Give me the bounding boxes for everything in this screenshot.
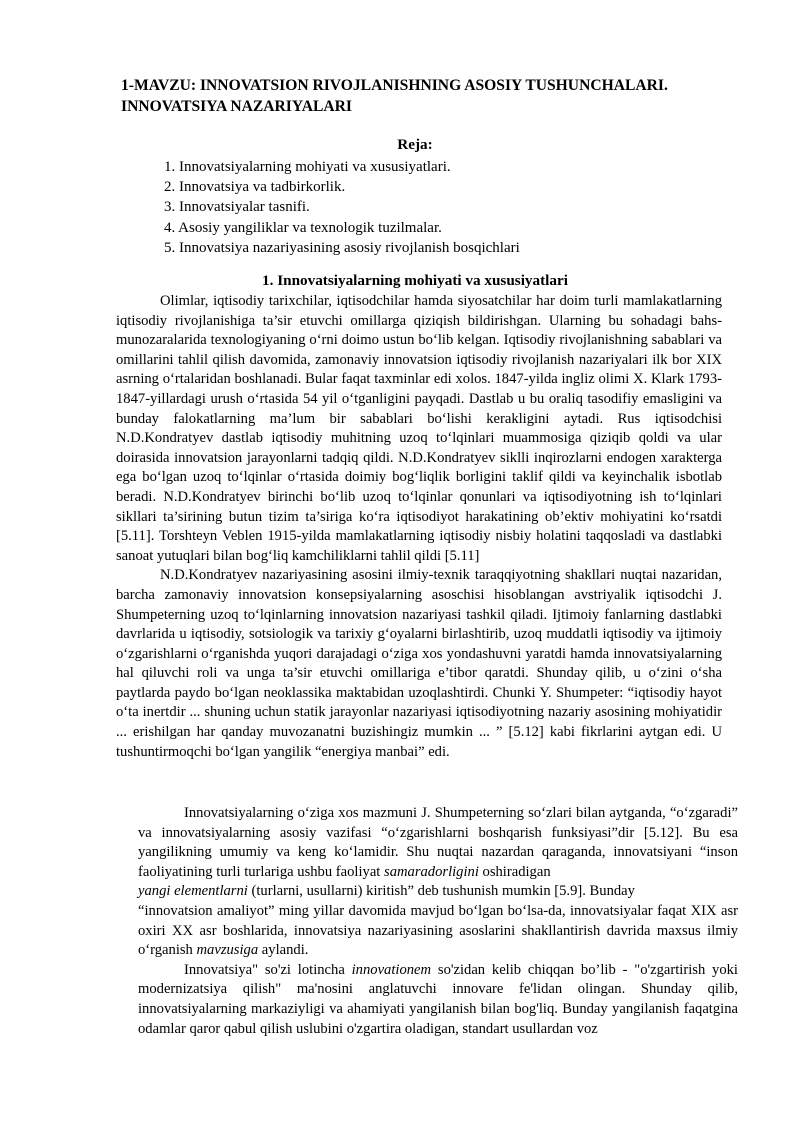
plan-item: 5. Innovatsiya nazariyasining asosiy rivojlanish bosqichlari (164, 239, 520, 256)
paragraph-text: Innovatsiya" so'zi lotincha (184, 961, 352, 978)
paragraph (138, 804, 738, 902)
emphasis-text: innovationem (351, 961, 432, 978)
paragraph: N.D.Kondratyev nazariyasining asosini ilmiy-texnik taraqqiyotning shakllari nuqtai nazaridan, barcha zamonaviy innovatsion konsepsiyalarning asoschisi hisoblangan avstriyalik iqtisodchi J. Shumpeterning uzoq to‘lqinlarning innovatsion nazariyasi tashkil qiladi. Ijtimoiy fanlarning dastlabki davrlarida u iqtisodiy, sotsiologik va tarixiy g‘oyalarni birlashtirib, uzoq muddatli iqtisodiy va ijtimoiy o‘zgarishlarni o‘rganishda yuqori darajadagi o‘ziga xos yondashuvni yaratdi hamda innovatsiyalarning hal qiluvchi roli va unga ta’sir etuvchi omillariga e’tibor qaratdi. Shunday qilib, u o‘zini o‘sha paytlarda paydo bo‘lgan neoklassika maktabidan uzoqlashtirdi. Chunki Y. Shumpeter: “iqtisodiy hayot o‘ta inertdir ... shuning uchun statik jarayonlar nazariyasi iqtisodiyotning nazariy asosining mohiyatidir ... erishilgan har qanday muvozanatni buzishingiz mumkin ... ” [5.12] kabi fikrlarini aytgan edi. U tushuntirmoqchi bo‘lgan yangilik “energiya manbai” edi. (116, 567, 722, 760)
plan-list (164, 157, 520, 258)
body-text-block-1 (116, 292, 722, 762)
emphasis-text: mavzusiga (196, 942, 259, 959)
plan-item: 2. Innovatsiya va tadbirkorlik. (164, 179, 346, 196)
emphasis-text: samaradorligini (384, 863, 479, 880)
paragraph-text: oshiradigan (478, 863, 551, 880)
document-title: 1-MAVZU: INNOVATSION RIVOJLANISHNING ASOSIY TUSHUNCHALARI. INNOVATSIYA NAZARIYALARI (121, 77, 668, 115)
paragraph-text: Innovatsiyalarning o‘ziga xos mazmuni J. Shumpeterning so‘zlari bilan aytganda, “o‘zgaradi” va innovatsiyalarning asosiy vazifasi “o‘zgarishlarni boshqarish funksiyasi”dir [5.12]. Bu esa yangilikning umumiy va keng ko‘lamidir. Shu nuqtai nazardan qaraganda, innovatsiyani “inson faoliyatining turli turlariga ushbu faoliyat (138, 805, 738, 880)
paragraph-text: (turlarni, usullarni) kiritish” deb tushunish mumkin [5.9]. Bunday (247, 883, 635, 900)
plan-item: 1. Innovatsiyalarning mohiyati va xususiyatlari. (164, 159, 451, 175)
paragraph-text: aylandi. (258, 942, 309, 959)
plan-heading: Reja: (397, 136, 433, 153)
plan-item: 4. Asosiy yangiliklar va texnologik tuzilmalar. (164, 219, 442, 236)
paragraph (138, 902, 738, 961)
paragraph-text: “innovatsion amaliyot” ming yillar davomida mavjud bo‘lgan bo‘lsa-da, innovatsiyalar faqat XIX asr oxiri XX asr boshlarida, innovatsiya nazariyasining asoslarini shakllantirish davrida maxsus ilmiy o‘rganish (138, 902, 738, 959)
paragraph: Olimlar, iqtisodiy tarixchilar, iqtisodchilar hamda siyosatchilar har doim turli mamlakatlarning iqtisodiy rivojlanishiga ta’sir etuvchi omillarga qiziqish bildirishgan. Ularning bu sohadagi bahs-munozaralarida texnologiyaning o‘rni doimo ustun bo‘lib kelgan. Iqtisodiy rivojlanishning sabablari va omillarini tahlil qilish davomida, zamonaviy innovatsion iqtisodiy rivojlanish nazariyalari ilk bor XIX asrning o‘rtalaridan boshlanadi. Bular faqat taxminlar edi xolos. 1847-yilda ingliz olimi X. Klark 1793-1847-yillardagi urush o‘rtasida 54 yil o‘tganligini payqadi. Dastlab u bu oraliq tasodifiy emasligini va bunday falokatlarning ma’lum bir sabablari bo‘lishi kerakligini aytadi. Rus iqtisodchisi N.D.Kondratyev dastlab iqtisodiy muhitning uzoq to‘lqinlari muammosiga qiziqib qoldi va ular doirasida innovatsion jarayonlarni tadqiq qildi. N.D.Kondratyev siklli inqirozlarni endogen xarakterga ega bo‘lgan uzoq to‘lqinlar o‘rtasida doimiy bog‘liqlik borligini taklif qildi va keyinchalik isbotlab beradi. N.D.Kondratyev birinchi bo‘lib uzoq to‘lqinlar qonunlari va iqtisodiyotning ish to‘lqinlari sikllari ta’sirining butun tizim ta’siriga ko‘ra iqtisodiyot harakatining ob’ektiv mohiyatini ko‘rsatdi [5.11]. Torshteyn Veblen 1915-yilda mamlakatlarning iqtisodiy nisbiy holatini taqqosladi va dastlabki sanoat yutuqlari bilan bog‘liq kamchiliklarni tahlil qildi [5.11] (116, 293, 722, 564)
plan-item: 3. Innovatsiyalar tasnifi. (164, 199, 310, 216)
emphasis-text: yangi elementlarni (138, 883, 248, 900)
body-text-block-2 (138, 804, 738, 1039)
paragraph (138, 961, 738, 1039)
paragraph-text: so'zidan kelib chiqqan bo’lib - "o'zgartirish yoki modernizatsiya qilish" ma'nosini anglatuvchi innovare fe'lidan olingan. Shunday qilib, innovatsiyalarning markaziyligi va ahamiyati yangilanish bilan bog'liq. Bunday yangilanish faqatgina odamlar qaror qabul qilish uslubini o'zgartira oladigan, standart usullardan voz (138, 961, 738, 1037)
section-heading: 1. Innovatsiyalarning mohiyati va xususiyatlari (262, 272, 568, 289)
